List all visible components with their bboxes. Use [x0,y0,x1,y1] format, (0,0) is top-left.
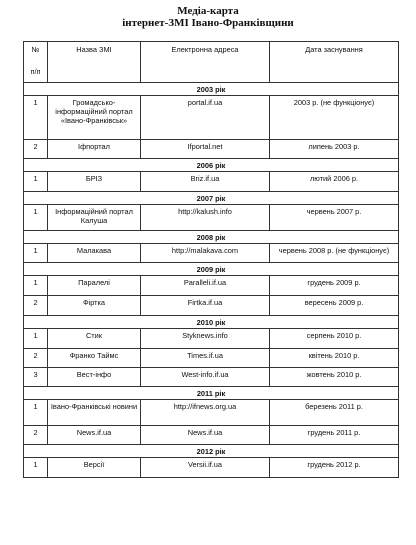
year-label: 2006 рік [24,159,399,172]
founding-date: березень 2011 р. [270,400,399,426]
media-url: Firtka.if.ua [141,296,270,316]
table-row [24,400,399,426]
founding-date: липень 2003 р. [270,140,399,159]
header-number-symbol: № [31,45,40,54]
media-name: Івано-Франківські новини [48,400,141,426]
table-row [24,140,399,159]
media-name: Фіртка [48,296,141,316]
media-name: Вест-інфо [48,368,141,387]
table-row [24,458,399,478]
media-url: Styknews.info [141,329,270,349]
media-name: Громадсько-інформаційний портал «Івано-Франківськ» [48,96,141,140]
media-url: http://kalush.info [141,205,270,231]
year-row [24,192,399,205]
table-row [24,276,399,296]
year-row [24,159,399,172]
founding-date: серпень 2010 р. [270,329,399,349]
year-label: 2003 рік [24,83,399,96]
media-name: Паралелі [48,276,141,296]
row-number: 2 [24,349,48,368]
media-url: http://malakava.com [141,244,270,263]
media-url: Versii.if.ua [141,458,270,478]
year-row [24,231,399,244]
media-url: Ifportal.net [141,140,270,159]
founding-date: квітень 2010 р. [270,349,399,368]
table-row [24,296,399,316]
media-url: http://ifnews.org.ua [141,400,270,426]
media-name: Іфпортал [48,140,141,159]
founding-date: жовтень 2010 р. [270,368,399,387]
year-row [24,83,399,96]
row-number: 1 [24,276,48,296]
media-url: portal.if.ua [141,96,270,140]
year-row [24,387,399,400]
row-number: 1 [24,172,48,192]
year-label: 2011 рік [24,387,399,400]
table-row [24,96,399,140]
media-url: West-info.if.ua [141,368,270,387]
row-number: 1 [24,96,48,140]
year-row [24,263,399,276]
media-url: Times.if.ua [141,349,270,368]
founding-date: грудень 2012 р. [270,458,399,478]
year-label: 2008 рік [24,231,399,244]
row-number: 1 [24,205,48,231]
year-row [24,316,399,329]
founding-date: червень 2007 р. [270,205,399,231]
media-name: Інформаційний портал Калуша [48,205,141,231]
row-number: 1 [24,458,48,478]
media-name: Стик [48,329,141,349]
table-body [24,83,399,478]
media-name: Малакава [48,244,141,263]
founding-date: червень 2008 р. (не функціонує) [270,244,399,263]
table-row [24,368,399,387]
year-label: 2012 рік [24,445,399,458]
header-number-abbr: п/п [30,67,41,76]
header-date: Дата заснування [270,42,399,83]
document-title: Медіа-карта [177,5,239,17]
table-row [24,426,399,445]
year-label: 2009 рік [24,263,399,276]
table-row [24,244,399,263]
row-number: 1 [24,400,48,426]
row-number: 3 [24,368,48,387]
header-number [24,42,48,83]
media-table [23,41,399,478]
header-url: Електронна адреса [141,42,270,83]
table-row [24,172,399,192]
row-number: 2 [24,426,48,445]
row-number: 2 [24,296,48,316]
media-url: Paralleli.if.ua [141,276,270,296]
media-name: News.if.ua [48,426,141,445]
table-row [24,205,399,231]
media-name: БРІЗ [48,172,141,192]
founding-date: грудень 2011 р. [270,426,399,445]
row-number: 2 [24,140,48,159]
year-row [24,445,399,458]
document-subtitle: інтернет-ЗМІ Івано-Франківщини [122,17,294,29]
table-row [24,349,399,368]
media-name: Версії [48,458,141,478]
media-url: News.if.ua [141,426,270,445]
table-row [24,329,399,349]
media-name: Франко Таймс [48,349,141,368]
media-url: Briz.if.ua [141,172,270,192]
row-number: 1 [24,329,48,349]
header-name: Назва ЗМІ [48,42,141,83]
founding-date: вересень 2009 р. [270,296,399,316]
founding-date: лютий 2006 р. [270,172,399,192]
row-number: 1 [24,244,48,263]
founding-date: 2003 р. (не функціонує) [270,96,399,140]
year-label: 2010 рік [24,316,399,329]
founding-date: грудень 2009 р. [270,276,399,296]
year-label: 2007 рік [24,192,399,205]
